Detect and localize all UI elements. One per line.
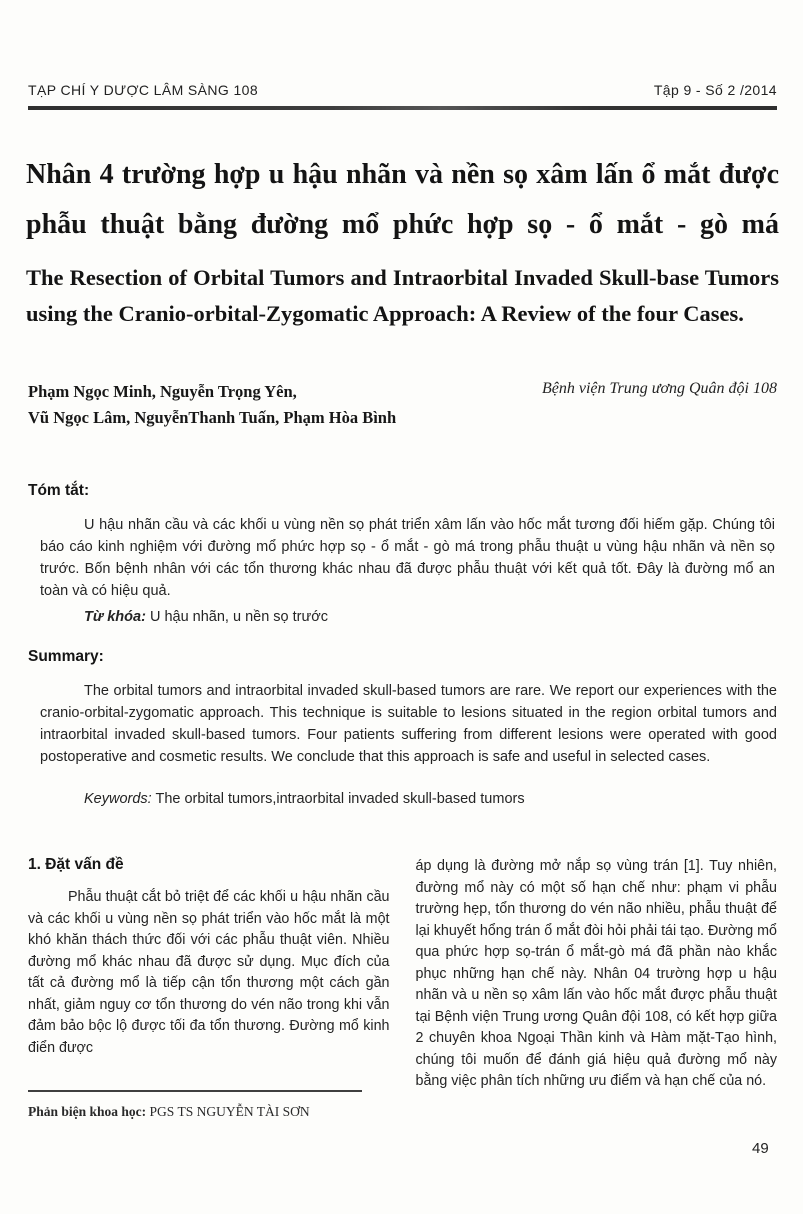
abstract-keywords-label: Từ khóa: — [84, 609, 146, 625]
author-affiliation: Bệnh viện Trung ương Quân đội 108 — [541, 380, 777, 397]
article-title-vietnamese: Nhân 4 trường hợp u hậu nhãn và nền sọ xâm lấn ổ mắt được phẫu thuật bằng đường mổ phức hợp sọ - ổ mắt - gò má — [26, 159, 779, 240]
footnote-label: Phản biện khoa học: — [28, 1104, 147, 1119]
abstract-keywords-line — [84, 606, 328, 628]
right-column — [416, 856, 778, 1093]
summary-keywords-text: The orbital tumors,intraorbital invaded skull-based tumors — [151, 791, 525, 807]
scientific-reviewer-footnote — [28, 1104, 388, 1120]
intro-paragraph-right: áp dụng là đường mở nắp sọ vùng trán [1]. Tuy nhiên, đường mổ này có một số hạn chế như: phạm vi phẫu trường hẹp, tổn thương do vén não nhiều, phẫu thuật để lại khuyết hổng trán ổ mắt đòi hỏi phải tái tạo. Đường mổ qua phức hợp sọ-trán ổ mắt-gò má đã phần nào khắc phục những hạn chế này. Nhân 04 trường hợp u hậu nhãn và u nền sọ xâm lấn vào hốc mắt được phẫu thuật tại Bệnh viện Trung ương Quân đội 108, có kết hợp giữa 2 chuyên khoa Ngoại Thần kinh và Hàm mặt-Tạo hình, chúng tôi muốn để đánh giá hiệu quả đường mổ này bằng việc phân tích những ưu điểm và hạn chế của nó. — [415, 858, 777, 1089]
authors-block — [28, 379, 777, 431]
intro-paragraph-left: Phẫu thuật cắt bỏ triệt để các khối u hậu nhãn cầu và các khối u vùng nền sọ phát triển vào hốc mắt là một khó khăn thách thức đối với các phẫu thuật viên. Nhiều đường mổ khác nhau đã được sử dụng. Mục đích của tất cả đường mổ là tiếp cận tổn thương một cách gần nhất, giảm nguy cơ tổn thương do vén não trong khi vẫn đảm bảo bộc lộ được tối đa tổn thương. Đường mổ kinh điển được — [28, 889, 390, 1056]
abstract-heading: Tóm tắt: — [28, 482, 90, 499]
summary-keywords-line — [84, 788, 525, 810]
author-names-line1: Phạm Ngọc Minh, Nguyễn Trọng Yên, — [28, 382, 297, 401]
abstract-keywords-text: U hậu nhãn, u nền sọ trước — [145, 609, 328, 625]
summary-heading: Summary: — [28, 648, 104, 665]
article-title-english: The Resection of Orbital Tumors and Intraorbital Invaded Skull-base Tumors using the Cranio-orbital-Zygomatic Approach: A Review of the four Cases. — [26, 265, 779, 326]
left-column — [28, 856, 390, 1093]
summary-body: The orbital tumors and intraorbital invaded skull-based tumors are rare. We report our experiences with the cranio-orbital-zygomatic approach. This technique is suitable to lesions situated in the region orbital tumors and intraorbital invaded skull-based tumors. Four patients suffering from different lesions were operated with good postoperative and cosmetic results. We conclude that this approach is safe and useful in selected cases. — [40, 683, 777, 765]
page-number: 49 — [752, 1140, 769, 1157]
section-1-heading: 1. Đặt vấn đề — [28, 856, 124, 873]
author-names — [28, 379, 396, 431]
body-columns — [28, 856, 777, 1093]
footnote-reviewer: PGS TS NGUYỄN TÀI SƠN — [146, 1104, 310, 1119]
page-header — [28, 82, 777, 98]
header-divider — [28, 106, 777, 110]
journal-name: TẠP CHÍ Y DƯỢC LÂM SÀNG 108 — [28, 82, 259, 98]
summary-keywords-label: Keywords: — [84, 791, 152, 807]
author-names-line2: Vũ Ngọc Lâm, NguyễnThanh Tuấn, Phạm Hòa Bình — [28, 408, 397, 427]
abstract-body: U hậu nhãn cầu và các khối u vùng nền sọ phát triển xâm lấn vào hốc mắt tương đối hiếm gặp. Chúng tôi báo cáo kinh nghiệm với đường mổ phức hợp sọ - ổ mắt - gò má trong phẫu thuật u vùng hậu nhãn và nền sọ trước. Bốn bệnh nhân với các tổn thương khác nhau đã được phẫu thuật với kết quả tốt. Đây là đường mổ an toàn và có hiệu quả. — [40, 517, 775, 599]
footnote-divider — [28, 1090, 362, 1092]
issue-info: Tập 9 - Số 2 /2014 — [653, 82, 777, 98]
